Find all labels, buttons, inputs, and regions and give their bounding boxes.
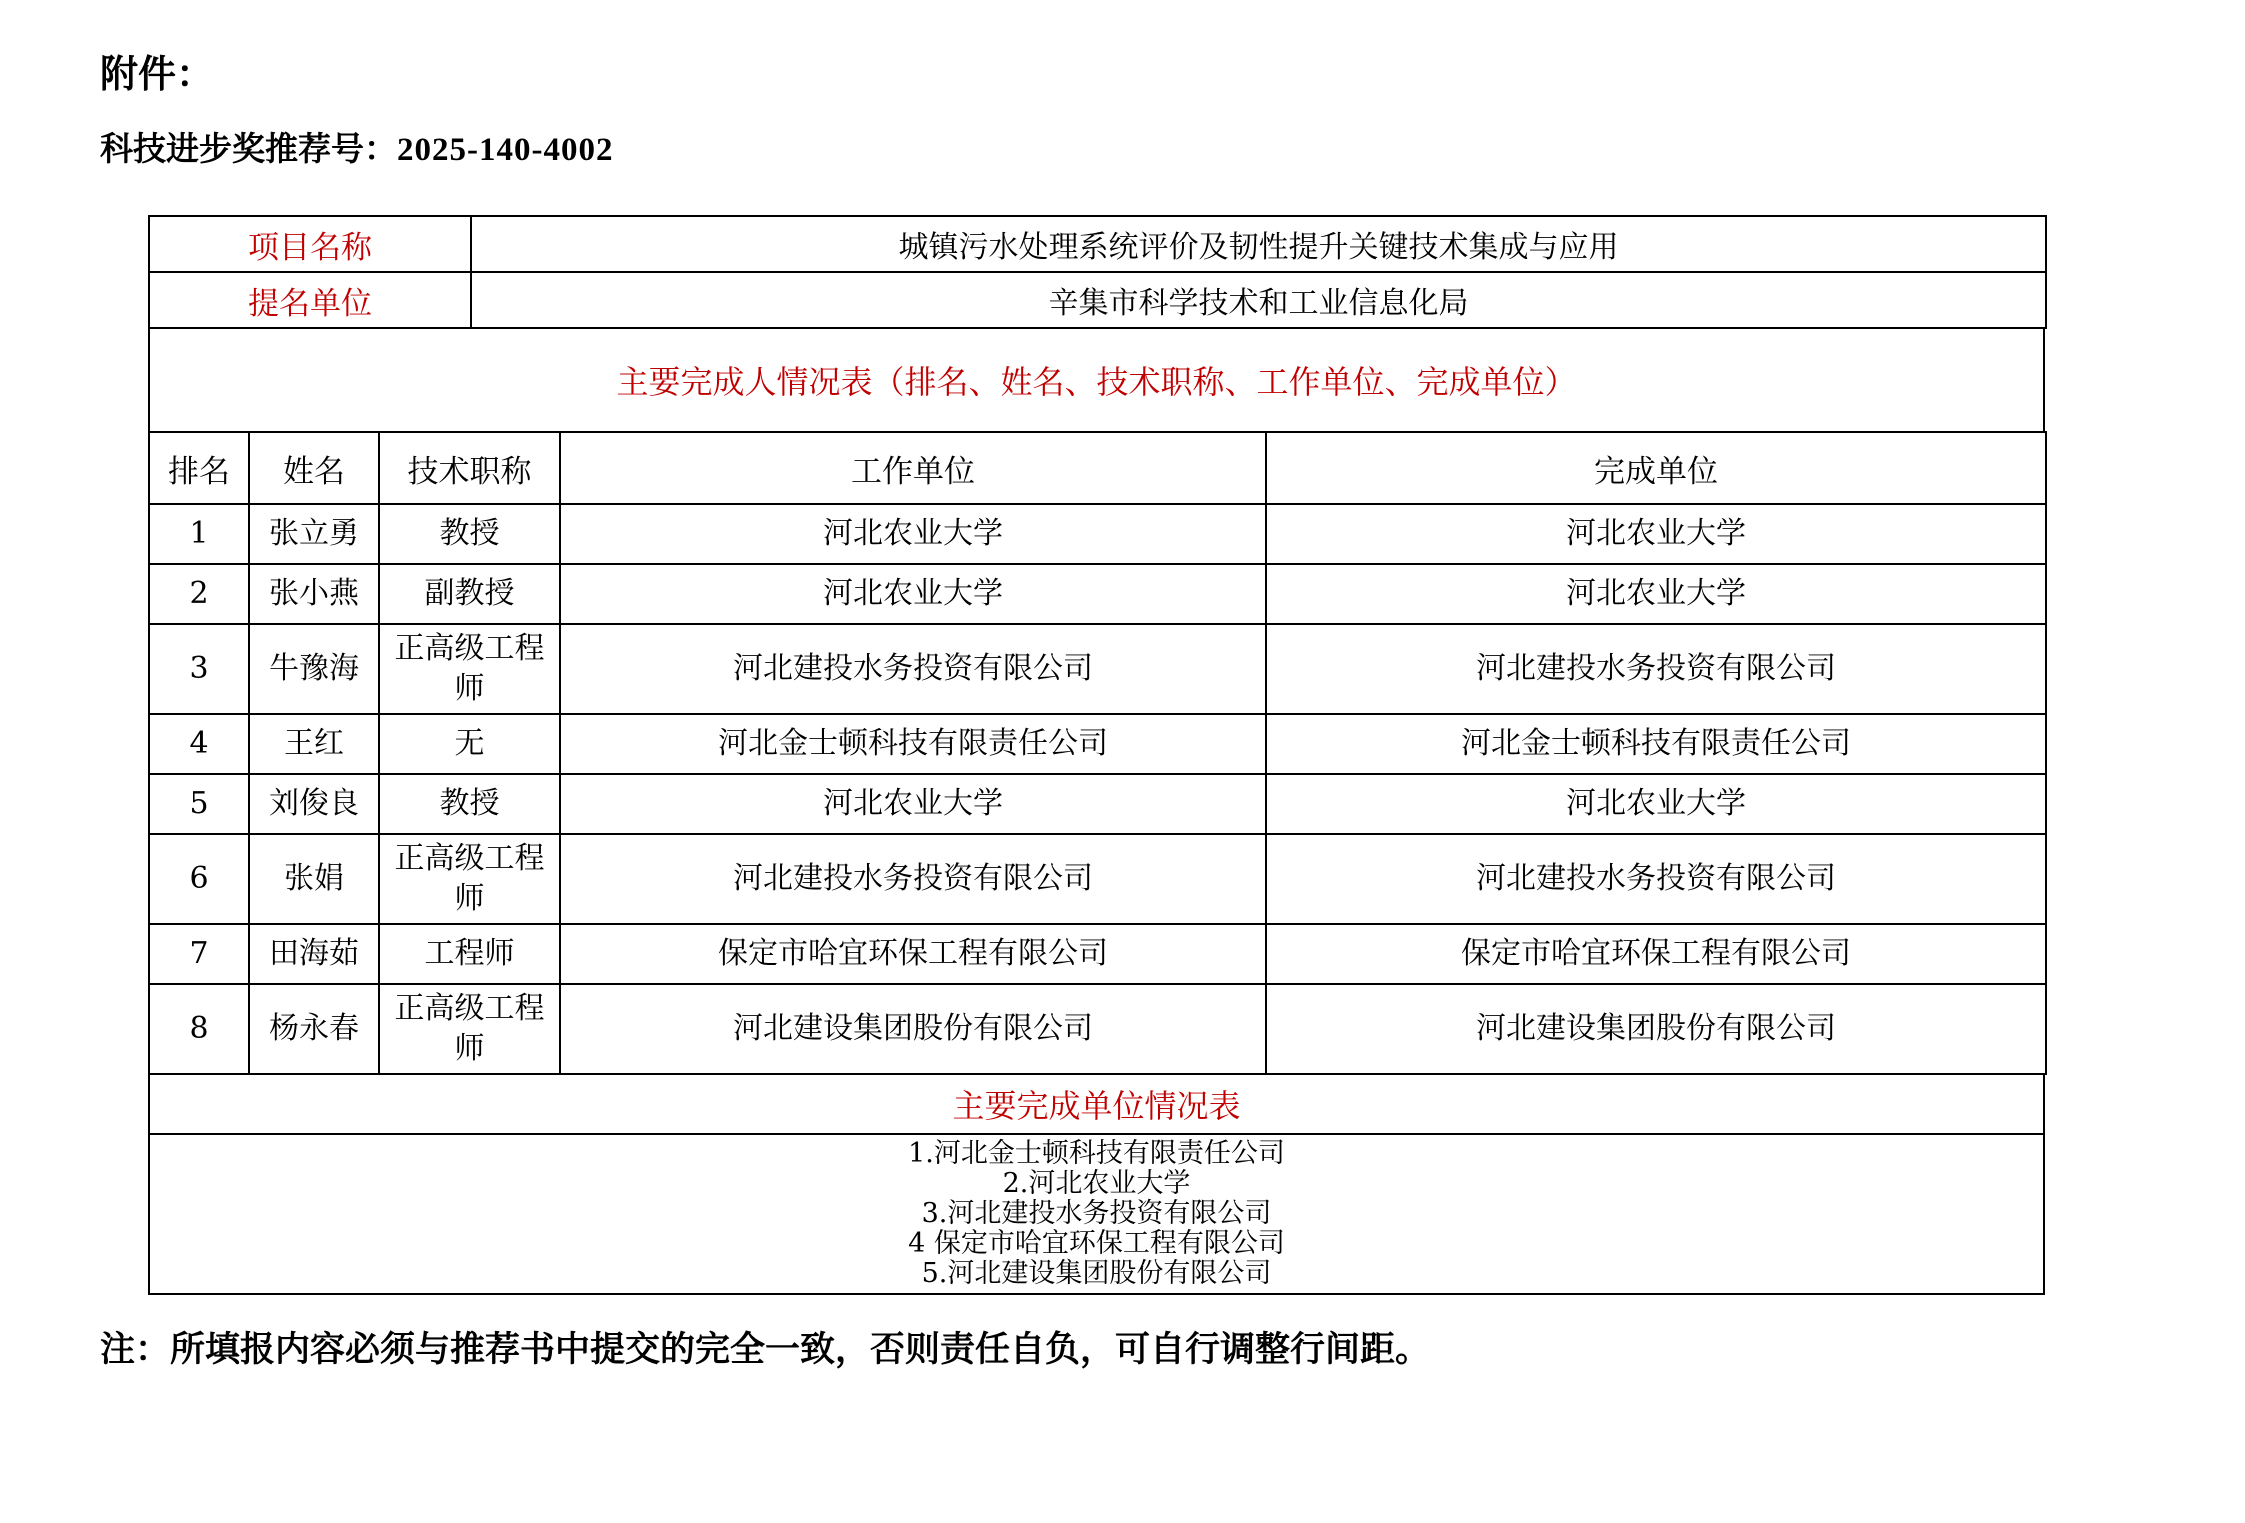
unit-list-item: 4 保定市哈宜环保工程有限公司 — [908, 1228, 1285, 1259]
completer-row — [149, 984, 2046, 1074]
title-cell: 教授 — [379, 504, 560, 564]
name-cell: 牛豫海 — [249, 624, 379, 714]
completion-unit-cell: 河北金士顿科技有限责任公司 — [1266, 714, 2046, 774]
name-cell: 张娟 — [249, 834, 379, 924]
work-unit-cell: 河北农业大学 — [560, 774, 1266, 834]
title-cell: 无 — [379, 714, 560, 774]
work-unit-cell: 保定市哈宜环保工程有限公司 — [560, 924, 1266, 984]
recommendation-label: 科技进步奖推荐号： — [100, 129, 397, 168]
header-work-unit: 工作单位 — [560, 432, 1266, 504]
recommendation-line — [100, 128, 2245, 171]
completers-header-row — [149, 432, 2046, 504]
completion-unit-cell: 河北建设集团股份有限公司 — [1266, 984, 2046, 1074]
note-text: 注：所填报内容必须与推荐书中提交的完全一致，否则责任自负，可自行调整行间距。 — [100, 1329, 1431, 1370]
completion-unit-cell: 河北建投水务投资有限公司 — [1266, 624, 2046, 714]
units-table-title: 主要完成单位情况表 — [149, 1074, 2044, 1134]
title-cell: 正高级工程师 — [379, 624, 560, 714]
work-unit-cell: 河北金士顿科技有限责任公司 — [560, 714, 1266, 774]
work-unit-cell: 河北农业大学 — [560, 564, 1266, 624]
name-cell: 王红 — [249, 714, 379, 774]
units-list — [149, 1134, 2044, 1294]
units-title-banner — [148, 1073, 2045, 1135]
project-info-table — [148, 215, 2047, 329]
unit-list-item: 1.河北金士顿科技有限责任公司 — [908, 1138, 1285, 1169]
header-name: 姓名 — [249, 432, 379, 504]
name-cell: 张小燕 — [249, 564, 379, 624]
nominating-unit-value: 辛集市科学技术和工业信息化局 — [471, 272, 2046, 328]
completer-row — [149, 774, 2046, 834]
unit-list-item: 2.河北农业大学 — [1002, 1168, 1191, 1199]
nominating-unit-row — [149, 272, 2046, 328]
completion-unit-cell: 河北农业大学 — [1266, 504, 2046, 564]
name-cell: 田海茹 — [249, 924, 379, 984]
title-cell: 正高级工程师 — [379, 984, 560, 1074]
completer-row — [149, 834, 2046, 924]
completion-unit-cell: 河北农业大学 — [1266, 774, 2046, 834]
rank-cell: 1 — [149, 504, 249, 564]
title-cell: 正高级工程师 — [379, 834, 560, 924]
rank-cell: 4 — [149, 714, 249, 774]
unit-list-item: 3.河北建投水务投资有限公司 — [921, 1198, 1272, 1229]
rank-cell: 2 — [149, 564, 249, 624]
completers-title-banner — [148, 327, 2045, 433]
work-unit-cell: 河北建投水务投资有限公司 — [560, 624, 1266, 714]
recommendation-number: 2025-140-4002 — [397, 132, 614, 168]
name-cell: 杨永春 — [249, 984, 379, 1074]
project-name-label: 项目名称 — [149, 216, 471, 272]
rank-cell: 6 — [149, 834, 249, 924]
units-table — [148, 1133, 2045, 1295]
completer-row — [149, 624, 2046, 714]
rank-cell: 5 — [149, 774, 249, 834]
rank-cell: 3 — [149, 624, 249, 714]
rank-cell: 7 — [149, 924, 249, 984]
attachment-label: 附件： — [100, 52, 215, 96]
project-name-row — [149, 216, 2046, 272]
name-cell: 刘俊良 — [249, 774, 379, 834]
completion-unit-cell: 河北农业大学 — [1266, 564, 2046, 624]
header-title: 技术职称 — [379, 432, 560, 504]
rank-cell: 8 — [149, 984, 249, 1074]
unit-list-item: 5.河北建设集团股份有限公司 — [921, 1258, 1272, 1289]
title-cell: 教授 — [379, 774, 560, 834]
completers-table-title: 主要完成人情况表（排名、姓名、技术职称、工作单位、完成单位） — [149, 328, 2044, 432]
completion-unit-cell: 河北建投水务投资有限公司 — [1266, 834, 2046, 924]
header-rank: 排名 — [149, 432, 249, 504]
nominating-unit-label: 提名单位 — [149, 272, 471, 328]
header-completion-unit: 完成单位 — [1266, 432, 2046, 504]
title-cell: 副教授 — [379, 564, 560, 624]
completer-row — [149, 714, 2046, 774]
name-cell: 张立勇 — [249, 504, 379, 564]
completer-row — [149, 564, 2046, 624]
work-unit-cell: 河北建设集团股份有限公司 — [560, 984, 1266, 1074]
project-name-value: 城镇污水处理系统评价及韧性提升关键技术集成与应用 — [471, 216, 2046, 272]
completer-row — [149, 504, 2046, 564]
completer-row — [149, 924, 2046, 984]
completers-table — [148, 431, 2047, 1075]
work-unit-cell: 河北农业大学 — [560, 504, 1266, 564]
completion-unit-cell: 保定市哈宜环保工程有限公司 — [1266, 924, 2046, 984]
title-cell: 工程师 — [379, 924, 560, 984]
work-unit-cell: 河北建投水务投资有限公司 — [560, 834, 1266, 924]
